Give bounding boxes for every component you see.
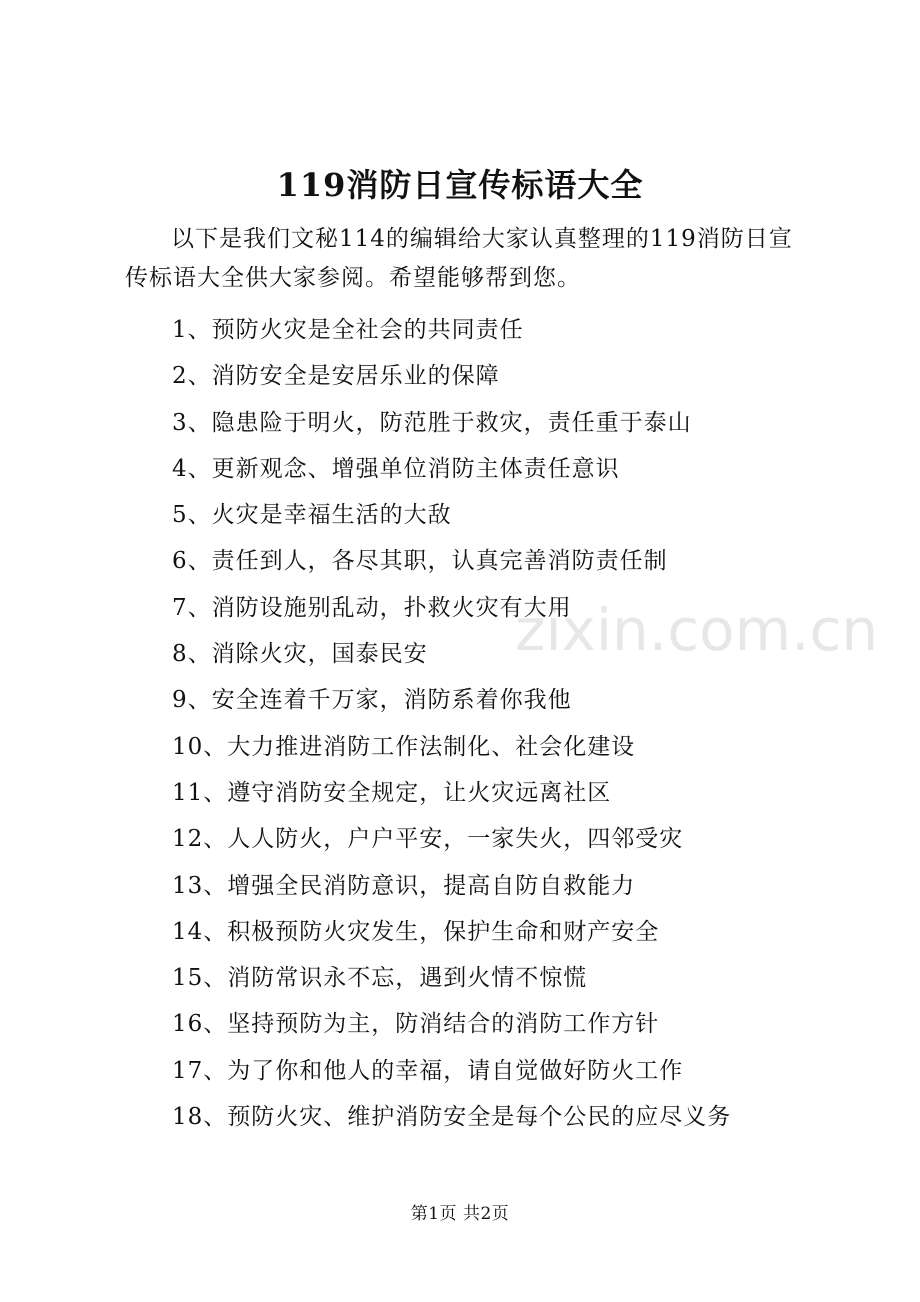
list-item: 12、人人防火，户户平安，一家失火，四邻受灾 xyxy=(172,826,684,853)
list-item: 18、预防火灾、维护消防安全是每个公民的应尽义务 xyxy=(172,1104,732,1131)
list-item: 16、坚持预防为主，防消结合的消防工作方针 xyxy=(172,1011,660,1038)
list-item: 7、消防设施别乱动，扑救火灾有大用 xyxy=(172,594,572,621)
list-item: 14、积极预防火灾发生，保护生命和财产安全 xyxy=(172,918,660,945)
list-item: 11、遵守消防安全规定，让火灾远离社区 xyxy=(172,779,612,806)
list-item: 6、责任到人，各尽其职，认真完善消防责任制 xyxy=(172,548,668,575)
list-item: 8、消除火灾，国泰民安 xyxy=(172,641,428,668)
list-item: 5、火灾是幸福生活的大敌 xyxy=(172,502,452,529)
slogan-list xyxy=(172,311,832,1144)
list-item: 4、更新观念、增强单位消防主体责任意识 xyxy=(172,455,620,482)
intro-paragraph: 以下是我们文秘114的编辑给大家认真整理的119消防日宣传标语大全供大家参阅。希望能够帮到您。 xyxy=(125,226,793,291)
list-item: 13、增强全民消防意识，提高自防自救能力 xyxy=(172,872,636,899)
list-item: 2、消防安全是安居乐业的保障 xyxy=(172,363,500,390)
watermark: zixin.com.cn xyxy=(515,596,879,664)
list-item: 10、大力推进消防工作法制化、社会化建设 xyxy=(172,733,636,760)
list-item: 1、预防火灾是全社会的共同责任 xyxy=(172,317,524,343)
page-title: 119消防日宣传标语大全 xyxy=(276,166,644,204)
list-item: 9、安全连着千万家，消防系着你我他 xyxy=(172,687,572,714)
list-item: 3、隐患险于明火，防范胜于救灾，责任重于泰山 xyxy=(172,409,692,436)
list-item: 15、消防常识永不忘，遇到火情不惊慌 xyxy=(172,965,588,992)
list-item: 17、为了你和他人的幸福，请自觉做好防火工作 xyxy=(172,1057,684,1084)
page-footer: 第1页 共2页 xyxy=(410,1204,510,1224)
